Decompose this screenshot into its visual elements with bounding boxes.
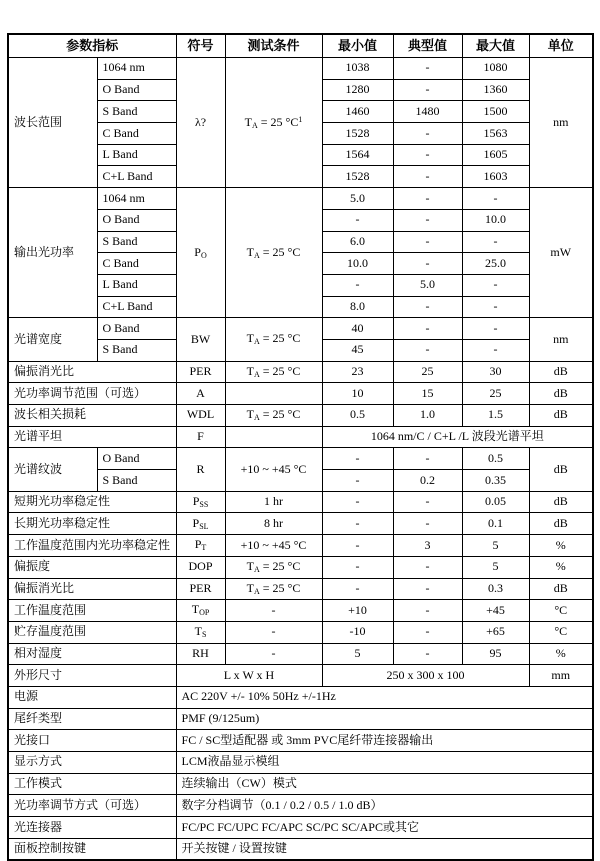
subscript: A: [254, 586, 260, 596]
table-cell: $P_{SS}$: [176, 491, 225, 513]
table-cell: 1500: [462, 101, 529, 123]
table-cell: 1360: [462, 79, 529, 101]
table-cell: 光功率调节范围（可选）: [8, 383, 176, 405]
table-cell: $T_A = 25$ $^\circ C^1$: [225, 58, 322, 188]
table-cell: S Band: [97, 339, 176, 361]
table-cell: -: [462, 318, 529, 340]
table-cell: 10.0: [462, 209, 529, 231]
table-cell: -: [393, 123, 462, 145]
table-cell: WDL: [176, 405, 225, 427]
table-cell: dB: [529, 361, 593, 383]
table-cell: nm: [529, 58, 593, 188]
spec-table-body: [8, 34, 593, 860]
table-cell: 0.2: [393, 470, 462, 492]
table-cell: +45: [462, 600, 529, 622]
table-cell: -: [393, 209, 462, 231]
table-cell: -: [393, 448, 462, 470]
table-cell: R: [176, 448, 225, 491]
table-cell: -: [322, 274, 393, 296]
header-cell: 最小值: [322, 34, 393, 58]
table-cell: dB: [529, 491, 593, 513]
table-cell: 光接口: [8, 730, 176, 752]
table-row: [8, 188, 593, 210]
table-cell: $T_A = 25$ °C: [225, 578, 322, 600]
table-cell: 1528: [322, 123, 393, 145]
table-row: [8, 665, 593, 687]
table-cell: 0.35: [462, 470, 529, 492]
table-row: [8, 556, 593, 578]
table-cell: 1528: [322, 166, 393, 188]
table-cell: 偏振消光比: [8, 361, 176, 383]
table-cell: 95: [462, 643, 529, 665]
table-cell: A: [176, 383, 225, 405]
table-row: [8, 578, 593, 600]
table-cell: 1.5: [462, 405, 529, 427]
table-cell: 连续输出（CW）模式: [176, 773, 593, 795]
table-cell: $T_{OP}$: [176, 600, 225, 622]
table-cell: $T_A = 25$ °C: [225, 361, 322, 383]
table-cell: [225, 426, 322, 448]
table-cell: -: [393, 491, 462, 513]
subscript: A: [254, 250, 260, 260]
table-cell: 1480: [393, 101, 462, 123]
table-cell: PER: [176, 361, 225, 383]
table-cell: -: [225, 621, 322, 643]
table-cell: C Band: [97, 123, 176, 145]
table-cell: S Band: [97, 101, 176, 123]
table-cell: 外形尺寸: [8, 665, 176, 687]
table-row: [8, 405, 593, 427]
table-row: [8, 600, 593, 622]
table-cell: -: [393, 643, 462, 665]
table-cell: 波长范围: [8, 58, 97, 188]
table-cell: F: [176, 426, 225, 448]
header-cell: 参数指标: [8, 34, 176, 58]
table-row: [8, 643, 593, 665]
table-cell: %: [529, 556, 593, 578]
table-cell: +10: [322, 600, 393, 622]
table-cell: °C: [529, 600, 593, 622]
table-cell: 5: [462, 535, 529, 557]
table-cell: 开关按键 / 设置按键: [176, 838, 593, 860]
table-cell: -: [393, 578, 462, 600]
table-cell: 1 hr: [225, 491, 322, 513]
table-row: [8, 621, 593, 643]
table-cell: 工作模式: [8, 773, 176, 795]
table-cell: PER: [176, 578, 225, 600]
table-cell: 短期光功率稳定性: [8, 491, 176, 513]
table-cell: 相对湿度: [8, 643, 176, 665]
header-row: [8, 34, 593, 58]
table-cell: -: [225, 643, 322, 665]
table-cell: 1280: [322, 79, 393, 101]
header-cell: 单位: [529, 34, 593, 58]
table-cell: 25.0: [462, 253, 529, 275]
header-cell: 最大值: [462, 34, 529, 58]
table-cell: 光连接器: [8, 817, 176, 839]
table-cell: 5.0: [393, 274, 462, 296]
table-cell: 1064 nm: [97, 188, 176, 210]
table-cell: 尾纤类型: [8, 708, 176, 730]
table-cell: 0.5: [322, 405, 393, 427]
table-cell: dB: [529, 448, 593, 491]
table-cell: -: [322, 491, 393, 513]
table-cell: -: [462, 231, 529, 253]
table-cell: mW: [529, 188, 593, 318]
table-cell: 光谱平坦: [8, 426, 176, 448]
table-cell: $P_T$: [176, 535, 225, 557]
table-cell: λ?: [176, 58, 225, 188]
table-cell: 工作温度范围: [8, 600, 176, 622]
table-cell: 8 hr: [225, 513, 322, 535]
table-cell: -: [393, 513, 462, 535]
table-cell: 1603: [462, 166, 529, 188]
table-cell: 贮存温度范围: [8, 621, 176, 643]
table-cell: C Band: [97, 253, 176, 275]
subscript: OP: [199, 608, 210, 618]
table-cell: +10 ~ +45 °C: [225, 535, 322, 557]
table-cell: 偏振度: [8, 556, 176, 578]
table-cell: 15: [393, 383, 462, 405]
table-cell: 6.0: [322, 231, 393, 253]
table-cell: 1460: [322, 101, 393, 123]
table-cell: -: [393, 318, 462, 340]
table-cell: -: [393, 188, 462, 210]
header-cell: 典型值: [393, 34, 462, 58]
table-cell: -: [322, 578, 393, 600]
table-cell: C+L Band: [97, 166, 176, 188]
table-cell: 面板控制按键: [8, 838, 176, 860]
subscript: S: [201, 630, 207, 640]
table-cell: °C: [529, 621, 593, 643]
table-cell: 40: [322, 318, 393, 340]
table-cell: 1080: [462, 58, 529, 80]
table-cell: 显示方式: [8, 752, 176, 774]
table-row: [8, 58, 593, 80]
table-cell: O Band: [97, 448, 176, 470]
table-cell: 0.3: [462, 578, 529, 600]
table-cell: 0.05: [462, 491, 529, 513]
table-cell: 10.0: [322, 253, 393, 275]
table-cell: 长期光功率稳定性: [8, 513, 176, 535]
table-cell: C+L Band: [97, 296, 176, 318]
table-cell: $T_S$: [176, 621, 225, 643]
subscript: A: [254, 369, 260, 379]
table-row: [8, 361, 593, 383]
table-cell: 5: [322, 643, 393, 665]
subscript: A: [254, 337, 260, 347]
table-cell: PMF (9/125um): [176, 708, 593, 730]
subscript: A: [254, 565, 260, 575]
table-cell: -: [393, 79, 462, 101]
table-cell: -: [322, 535, 393, 557]
table-cell: -: [225, 600, 322, 622]
table-cell: 波长相关损耗: [8, 405, 176, 427]
table-row: [8, 513, 593, 535]
table-cell: O Band: [97, 318, 176, 340]
table-cell: 工作温度范围内光功率稳定性: [8, 535, 176, 557]
table-row: [8, 686, 593, 708]
table-row: [8, 730, 593, 752]
subscript: A: [252, 120, 258, 130]
table-cell: -: [462, 188, 529, 210]
table-cell: $T_A = 25$ °C: [225, 556, 322, 578]
table-cell: 光谱宽度: [8, 318, 97, 361]
subscript: O: [200, 250, 207, 260]
table-cell: AC 220V +/- 10% 50Hz +/-1Hz: [176, 686, 593, 708]
table-row: [8, 795, 593, 817]
table-cell: 1064 nm/C / C+L /L 波段光谱平坦: [322, 426, 593, 448]
table-cell: 输出光功率: [8, 188, 97, 318]
table-cell: 数字分档调节（0.1 / 0.2 / 0.5 / 1.0 dB）: [176, 795, 593, 817]
table-row: [8, 491, 593, 513]
table-cell: 3: [393, 535, 462, 557]
superscript: 1: [298, 114, 303, 124]
table-cell: BW: [176, 318, 225, 361]
table-cell: -: [462, 339, 529, 361]
table-cell: +10 ~ +45 °C: [225, 448, 322, 491]
table-cell: S Band: [97, 231, 176, 253]
table-row: [8, 318, 593, 340]
table-cell: 1563: [462, 123, 529, 145]
table-cell: $P_{SL}$: [176, 513, 225, 535]
table-cell: $T_A = 25$ °C: [225, 318, 322, 361]
table-cell: S Band: [97, 470, 176, 492]
table-cell: dB: [529, 405, 593, 427]
table-cell: 8.0: [322, 296, 393, 318]
table-cell: 1064 nm: [97, 58, 176, 80]
table-cell: FC/PC FC/UPC FC/APC SC/PC SC/APC或其它: [176, 817, 593, 839]
table-cell: -: [322, 513, 393, 535]
table-cell: 偏振消光比: [8, 578, 176, 600]
table-cell: +65: [462, 621, 529, 643]
table-cell: L Band: [97, 144, 176, 166]
table-cell: -: [393, 339, 462, 361]
table-row: [8, 426, 593, 448]
table-cell: -10: [322, 621, 393, 643]
table-cell: $P_O$: [176, 188, 225, 318]
table-row: [8, 708, 593, 730]
table-row: [8, 448, 593, 470]
table-cell: 0.1: [462, 513, 529, 535]
table-cell: dB: [529, 383, 593, 405]
table-row: [8, 752, 593, 774]
table-cell: -: [393, 296, 462, 318]
table-cell: 1605: [462, 144, 529, 166]
table-cell: 1564: [322, 144, 393, 166]
table-cell: FC / SC型适配器 或 3mm PVC尾纤带连接器输出: [176, 730, 593, 752]
header-cell: 测试条件: [225, 34, 322, 58]
table-cell: -: [393, 600, 462, 622]
table-cell: %: [529, 535, 593, 557]
table-cell: 0.5: [462, 448, 529, 470]
table-cell: 1.0: [393, 405, 462, 427]
table-cell: dB: [529, 513, 593, 535]
table-cell: O Band: [97, 79, 176, 101]
table-cell: L Band: [97, 274, 176, 296]
table-cell: 5.0: [322, 188, 393, 210]
table-cell: -: [322, 556, 393, 578]
table-cell: 光功率调节方式（可选）: [8, 795, 176, 817]
table-cell: dB: [529, 578, 593, 600]
table-cell: O Band: [97, 209, 176, 231]
table-cell: -: [322, 470, 393, 492]
table-cell: nm: [529, 318, 593, 361]
table-cell: -: [393, 58, 462, 80]
table-cell: 5: [462, 556, 529, 578]
table-cell: 25: [462, 383, 529, 405]
spec-table: [7, 33, 594, 861]
table-cell: -: [462, 296, 529, 318]
table-cell: mm: [529, 665, 593, 687]
table-cell: -: [393, 253, 462, 275]
table-cell: 25: [393, 361, 462, 383]
table-cell: 23: [322, 361, 393, 383]
subscript: SS: [199, 500, 209, 509]
header-cell: 符号: [176, 34, 225, 58]
table-cell: $T_A = 25$ °C: [225, 188, 322, 318]
table-cell: $T_A = 25$ °C: [225, 405, 322, 427]
table-row: [8, 383, 593, 405]
table-cell: -: [393, 166, 462, 188]
subscript: T: [201, 543, 207, 553]
table-cell: -: [393, 556, 462, 578]
table-cell: 45: [322, 339, 393, 361]
table-cell: DOP: [176, 556, 225, 578]
table-cell: -: [322, 448, 393, 470]
table-row: [8, 535, 593, 557]
subscript: SL: [199, 521, 209, 531]
table-cell: LCM液晶显示模组: [176, 752, 593, 774]
table-cell: %: [529, 643, 593, 665]
table-cell: RH: [176, 643, 225, 665]
table-cell: 1038: [322, 58, 393, 80]
table-cell: -: [393, 621, 462, 643]
table-cell: -: [393, 231, 462, 253]
table-cell: [225, 383, 322, 405]
table-cell: 电源: [8, 686, 176, 708]
table-cell: -: [393, 144, 462, 166]
table-cell: 光谱纹波: [8, 448, 97, 491]
table-row: [8, 838, 593, 860]
table-cell: 10: [322, 383, 393, 405]
table-cell: -: [322, 209, 393, 231]
table-cell: -: [462, 274, 529, 296]
table-cell: 30: [462, 361, 529, 383]
table-cell: L x W x H: [176, 665, 322, 687]
table-cell: 250 x 300 x 100: [322, 665, 529, 687]
subscript: A: [254, 413, 260, 423]
table-row: [8, 773, 593, 795]
table-row: [8, 817, 593, 839]
